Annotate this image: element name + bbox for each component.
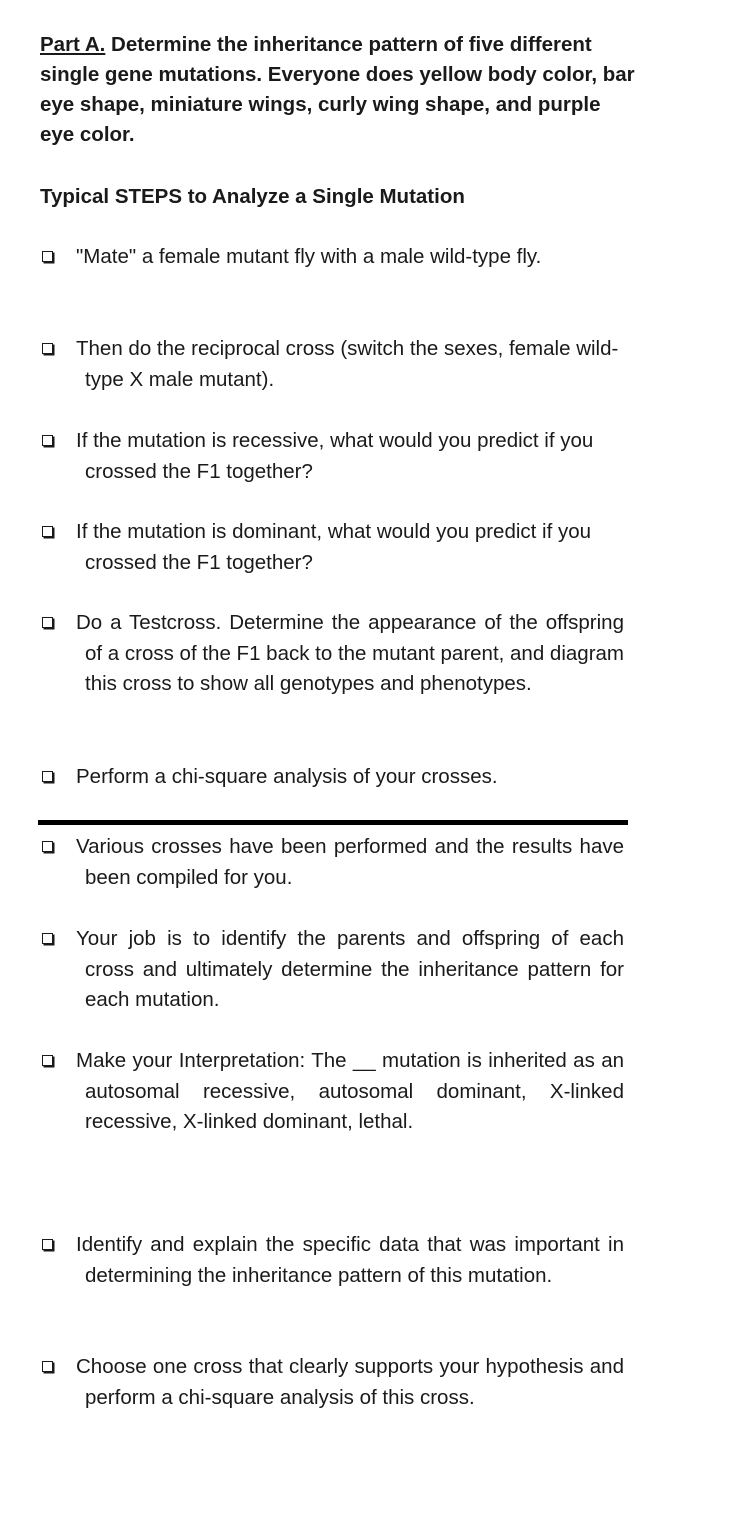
task-item xyxy=(40,1046,624,1138)
part-label: Part A. xyxy=(40,33,106,56)
step-text: If the mutation is recessive, what would you predict if you crossed the F1 together? xyxy=(76,429,594,483)
checkbox-icon xyxy=(42,617,53,628)
task-text: Make your Interpretation: The __ mutation is inherited as an autosomal recessive, autosomal dominant, X-linked recessive, X-linked dominant, lethal. xyxy=(76,1049,624,1133)
checkbox-icon xyxy=(42,343,53,354)
step-item xyxy=(40,608,624,700)
step-item xyxy=(40,242,624,273)
task-item xyxy=(40,832,624,893)
step-text: Perform a chi-square analysis of your crosses. xyxy=(76,765,498,788)
checkbox-icon xyxy=(42,1361,53,1372)
steps-title: Typical STEPS to Analyze a Single Mutation xyxy=(40,185,465,208)
task-text: Various crosses have been performed and the results have been compiled for you. xyxy=(76,835,624,889)
step-item xyxy=(40,517,624,578)
checkbox-icon xyxy=(42,1239,53,1250)
checkbox-icon xyxy=(42,841,53,852)
part-a-heading xyxy=(40,30,640,150)
checkbox-icon xyxy=(42,526,53,537)
section-divider xyxy=(38,820,628,825)
checkbox-icon xyxy=(42,251,53,262)
task-item xyxy=(40,1230,624,1291)
step-text: Do a Testcross. Determine the appearance of the offspring of a cross of the F1 back to the mutant parent, and diagram this cross to show all genotypes and phenotypes. xyxy=(76,611,624,695)
step-item xyxy=(40,334,624,395)
checkbox-icon xyxy=(42,435,53,446)
task-text: Identify and explain the specific data that was important in determining the inheritance pattern of this mutation. xyxy=(76,1233,624,1287)
part-a-description: Determine the inheritance pattern of five different single gene mutations. Everyone does yellow body color, bar eye shape, miniature wings, curly wing shape, and purple eye color. xyxy=(40,33,635,146)
task-item xyxy=(40,1352,624,1413)
step-text: Then do the reciprocal cross (switch the sexes, female wild-type X male mutant). xyxy=(76,337,619,391)
checkbox-icon xyxy=(42,1055,53,1066)
task-item xyxy=(40,924,624,1016)
task-text: Your job is to identify the parents and offspring of each cross and ultimately determine the inheritance pattern for each mutation. xyxy=(76,927,624,1011)
step-item xyxy=(40,426,624,487)
checkbox-icon xyxy=(42,771,53,782)
step-text: "Mate" a female mutant fly with a male wild-type fly. xyxy=(76,245,542,268)
step-item xyxy=(40,762,624,793)
task-text: Choose one cross that clearly supports your hypothesis and perform a chi-square analysis of this cross. xyxy=(76,1355,624,1409)
checkbox-icon xyxy=(42,933,53,944)
step-text: If the mutation is dominant, what would you predict if you crossed the F1 together? xyxy=(76,520,592,574)
